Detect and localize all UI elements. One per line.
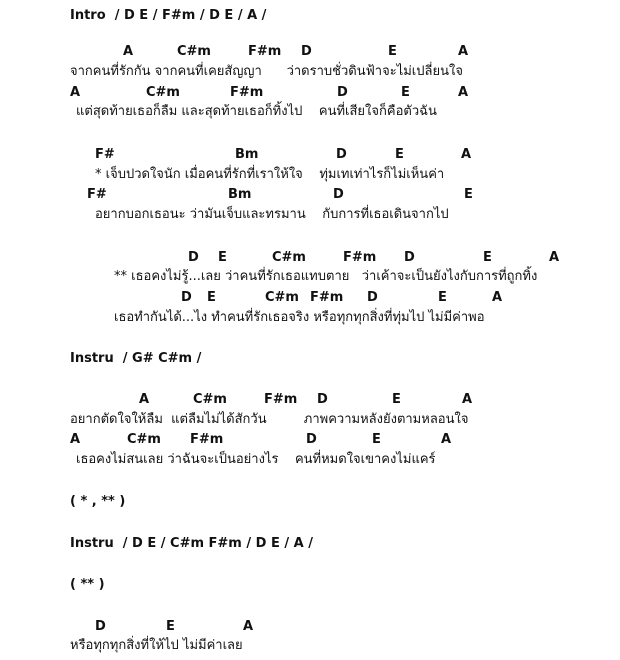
chord: D bbox=[367, 290, 378, 305]
lyric-line: จากคนที่รักกัน จากคนที่เคยสัญญา ว่าดราบชั่วดินฟ้าจะไม่เปลี่ยนใจ bbox=[70, 64, 463, 79]
chord: D bbox=[336, 147, 347, 162]
chord: A bbox=[441, 432, 452, 447]
lyric-line: อยากตัดใจให้ลืม แต่ลืมไม่ได้สักวัน ภาพความหลังยังตามหลอนใจ bbox=[70, 412, 469, 427]
lyric-line: ** เธอคงไม่รู้...เลย ว่าคนที่รักเธอแทบตาย ว่าเค้าจะเป็นยังไงกับการที่ถูกทิ้ง bbox=[114, 269, 538, 284]
lyric-line: หรือทุกทุกสิ่งที่ให้ไป ไม่มีค่าเลย bbox=[70, 638, 243, 653]
chord: E bbox=[392, 392, 401, 407]
chord: A bbox=[492, 290, 503, 305]
chord: E bbox=[395, 147, 404, 162]
chord: F#m bbox=[190, 432, 224, 447]
chord: E bbox=[218, 250, 227, 265]
chord: E bbox=[401, 85, 410, 100]
lyric-line: เธอทำกันได้...ไง ทำคนที่รักเธอจริง หรือทุกทุกสิ่งที่ทุ่มไป ไม่มีค่าพอ bbox=[114, 310, 485, 325]
lyric-line: * เจ็บปวดใจนัก เมื่อคนที่รักที่เราให้ใจ ทุ่มเทเท่าไรก็ไม่เห็นค่า bbox=[95, 167, 445, 182]
chord: C#m bbox=[177, 44, 211, 59]
chord: F#m bbox=[230, 85, 264, 100]
chord: E bbox=[438, 290, 447, 305]
chord: F#m bbox=[248, 44, 282, 59]
lyric-line: เธอคงไม่สนเลย ว่าฉันจะเป็นอย่างไร คนที่หมดใจเขาคงไม่แคร์ bbox=[76, 452, 436, 467]
chord: Bm bbox=[235, 147, 259, 162]
repeat-marker: ( * , ** ) bbox=[70, 494, 126, 509]
chord: Bm bbox=[228, 187, 252, 202]
chord: E bbox=[372, 432, 381, 447]
chord: A bbox=[123, 44, 134, 59]
chord: C#m bbox=[193, 392, 227, 407]
chord: F#m bbox=[310, 290, 344, 305]
lyric-line: แต่สุดท้ายเธอก็ลืม และสุดท้ายเธอก็ทิ้งไป คนที่เสียใจก็คือตัวฉัน bbox=[76, 104, 437, 119]
chord: C#m bbox=[146, 85, 180, 100]
repeat-marker: ( ** ) bbox=[70, 577, 105, 592]
chord: D bbox=[188, 250, 199, 265]
intro-line: Intro / D E / F#m / D E / A / bbox=[70, 8, 267, 23]
chord: D bbox=[337, 85, 348, 100]
chord: A bbox=[461, 147, 472, 162]
chord: E bbox=[207, 290, 216, 305]
chord: A bbox=[243, 619, 254, 634]
chord: D bbox=[95, 619, 106, 634]
lyric-line: อยากบอกเธอนะ ว่ามันเจ็บและทรมาน กับการที่เธอเดินจากไป bbox=[95, 207, 449, 222]
chord: F#m bbox=[264, 392, 298, 407]
chord: F# bbox=[95, 147, 115, 162]
chord: D bbox=[333, 187, 344, 202]
chord: E bbox=[464, 187, 473, 202]
chord: A bbox=[139, 392, 150, 407]
instru-line: Instru / D E / C#m F#m / D E / A / bbox=[70, 536, 313, 551]
chord: E bbox=[483, 250, 492, 265]
chord: A bbox=[70, 85, 81, 100]
chord: D bbox=[306, 432, 317, 447]
chord: C#m bbox=[127, 432, 161, 447]
chord: F# bbox=[87, 187, 107, 202]
chord: C#m bbox=[272, 250, 306, 265]
chord: C#m bbox=[265, 290, 299, 305]
chord: D bbox=[181, 290, 192, 305]
instru-line: Instru / G# C#m / bbox=[70, 351, 202, 366]
chord: F#m bbox=[343, 250, 377, 265]
chord: A bbox=[458, 44, 469, 59]
chord: A bbox=[462, 392, 473, 407]
chord: A bbox=[458, 85, 469, 100]
chord: D bbox=[301, 44, 312, 59]
chord: D bbox=[317, 392, 328, 407]
chord: D bbox=[404, 250, 415, 265]
chord: A bbox=[70, 432, 81, 447]
chord: E bbox=[166, 619, 175, 634]
chord: E bbox=[388, 44, 397, 59]
chord: A bbox=[549, 250, 560, 265]
